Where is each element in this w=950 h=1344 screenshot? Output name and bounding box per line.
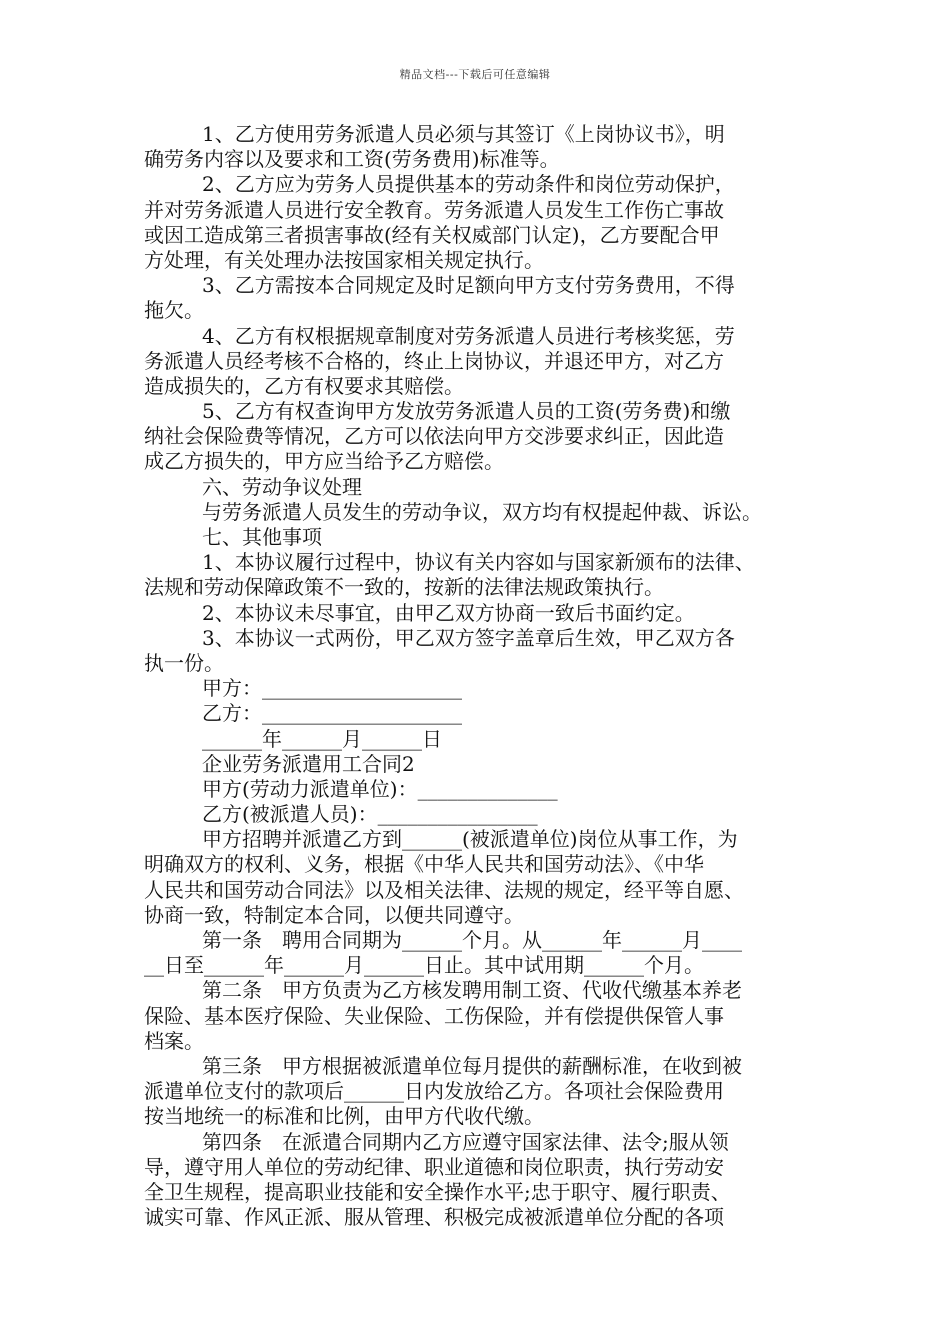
text-line: 甲方：____________________ bbox=[202, 676, 462, 701]
text-line: 诚实可靠、作风正派、服从管理、积极完成被派遣单位分配的各项 bbox=[144, 1205, 724, 1230]
text-line: 明确双方的权利、义务，根据《中华人民共和国劳动法》、《中华 bbox=[144, 852, 704, 877]
text-line: 档案。 bbox=[144, 1028, 204, 1053]
document-body bbox=[144, 122, 824, 1230]
text-line: ______年______月______日 bbox=[202, 726, 442, 751]
text-line: 法规和劳动保障政策不一致的，按新的法律法规政策执行。 bbox=[144, 575, 664, 600]
text-line: 乙方：____________________ bbox=[202, 701, 462, 726]
text-line: 第一条 聘用合同期为______个月。从______年______月____ bbox=[202, 928, 742, 952]
text-line: 3、乙方需按本合同规定及时足额向甲方支付劳务费用，不得 bbox=[202, 273, 735, 298]
text-line: 派遣单位支付的款项后______日内发放给乙方。各项社会保险费用 bbox=[144, 1079, 724, 1104]
text-line: 务派遣人员经考核不合格的，终止上岗协议，并退还甲方，对乙方 bbox=[144, 348, 724, 373]
text-line: 拖欠。 bbox=[144, 298, 204, 323]
text-line: 七、其他事项 bbox=[202, 525, 322, 549]
text-line: 企业劳务派遣用工合同2 bbox=[202, 751, 415, 776]
text-line: 纳社会保险费等情况，乙方可以依法向甲方交涉要求纠正，因此造 bbox=[144, 424, 724, 449]
text-line: 按当地统一的标准和比例，由甲方代收代缴。 bbox=[144, 1104, 544, 1129]
text-line: 2、乙方应为劳务人员提供基本的劳动条件和岗位劳动保护， bbox=[202, 172, 735, 197]
text-line: 保险、基本医疗保险、失业保险、工伤保险，并有偿提供保管人事 bbox=[144, 1003, 724, 1028]
text-line: 成乙方损失的，甲方应当给予乙方赔偿。 bbox=[144, 449, 504, 474]
text-line: 六、劳动争议处理 bbox=[202, 474, 362, 499]
text-line: 第四条 在派遣合同期内乙方应遵守国家法律、法令;服从领 bbox=[202, 1129, 729, 1154]
text-line: 与劳务派遣人员发生的劳动争议，双方均有权提起仲裁、诉讼。 bbox=[202, 499, 762, 524]
text-line: 全卫生规程，提高职业技能和安全操作水平;忠于职守、履行职责、 bbox=[144, 1179, 731, 1204]
text-line: 1、乙方使用劳务派遣人员必须与其签订《上岗协议书》，明 bbox=[202, 122, 725, 146]
text-line: __日至______年______月______日止。其中试用期______个月。 bbox=[144, 953, 704, 978]
text-line: 4、乙方有权根据规章制度对劳务派遣人员进行考核奖惩，劳 bbox=[202, 323, 735, 348]
text-line: 3、本协议一式两份，甲乙双方签字盖章后生效，甲乙双方各 bbox=[202, 625, 735, 650]
text-line: 第三条 甲方根据被派遣单位每月提供的薪酬标准，在收到被 bbox=[202, 1053, 742, 1078]
text-line: 2、本协议未尽事宜，由甲乙双方协商一致后书面约定。 bbox=[202, 600, 695, 625]
text-line: 乙方(被派遣人员)：________________ bbox=[202, 802, 538, 827]
text-line: 5、乙方有权查询甲方发放劳务派遣人员的工资(劳务费)和缴 bbox=[202, 399, 731, 424]
text-line: 协商一致，特制定本合同，以便共同遵守。 bbox=[144, 902, 524, 927]
text-line: 方处理，有关处理办法按国家相关规定执行。 bbox=[144, 247, 544, 272]
text-line: 或因工造成第三者损害事故(经有关权威部门认定)，乙方要配合甲 bbox=[144, 222, 720, 247]
text-line: 人民共和国劳动合同法》以及相关法律、法规的规定，经平等自愿、 bbox=[144, 877, 744, 902]
text-line: 导，遵守用人单位的劳动纪律、职业道德和岗位职责，执行劳动安 bbox=[144, 1154, 724, 1179]
text-line: 甲方招聘并派遣乙方到______(被派遣单位)岗位从事工作，为 bbox=[202, 827, 738, 852]
text-line: 造成损失的，乙方有权要求其赔偿。 bbox=[144, 373, 464, 398]
text-line: 执一份。 bbox=[144, 650, 224, 675]
text-line: 并对劳务派遣人员进行安全教育。劳务派遣人员发生工作伤亡事故 bbox=[144, 197, 724, 222]
page-header: 精品文档---下载后可任意编辑 bbox=[399, 68, 551, 81]
text-line: 第二条 甲方负责为乙方核发聘用制工资、代收代缴基本养老 bbox=[202, 978, 742, 1003]
text-line: 确劳务内容以及要求和工资(劳务费用)标准等。 bbox=[144, 147, 560, 172]
text-line: 1、本协议履行过程中，协议有关内容如与国家新颁布的法律、 bbox=[202, 550, 755, 575]
text-line: 甲方(劳动力派遣单位)：______________ bbox=[202, 776, 558, 801]
